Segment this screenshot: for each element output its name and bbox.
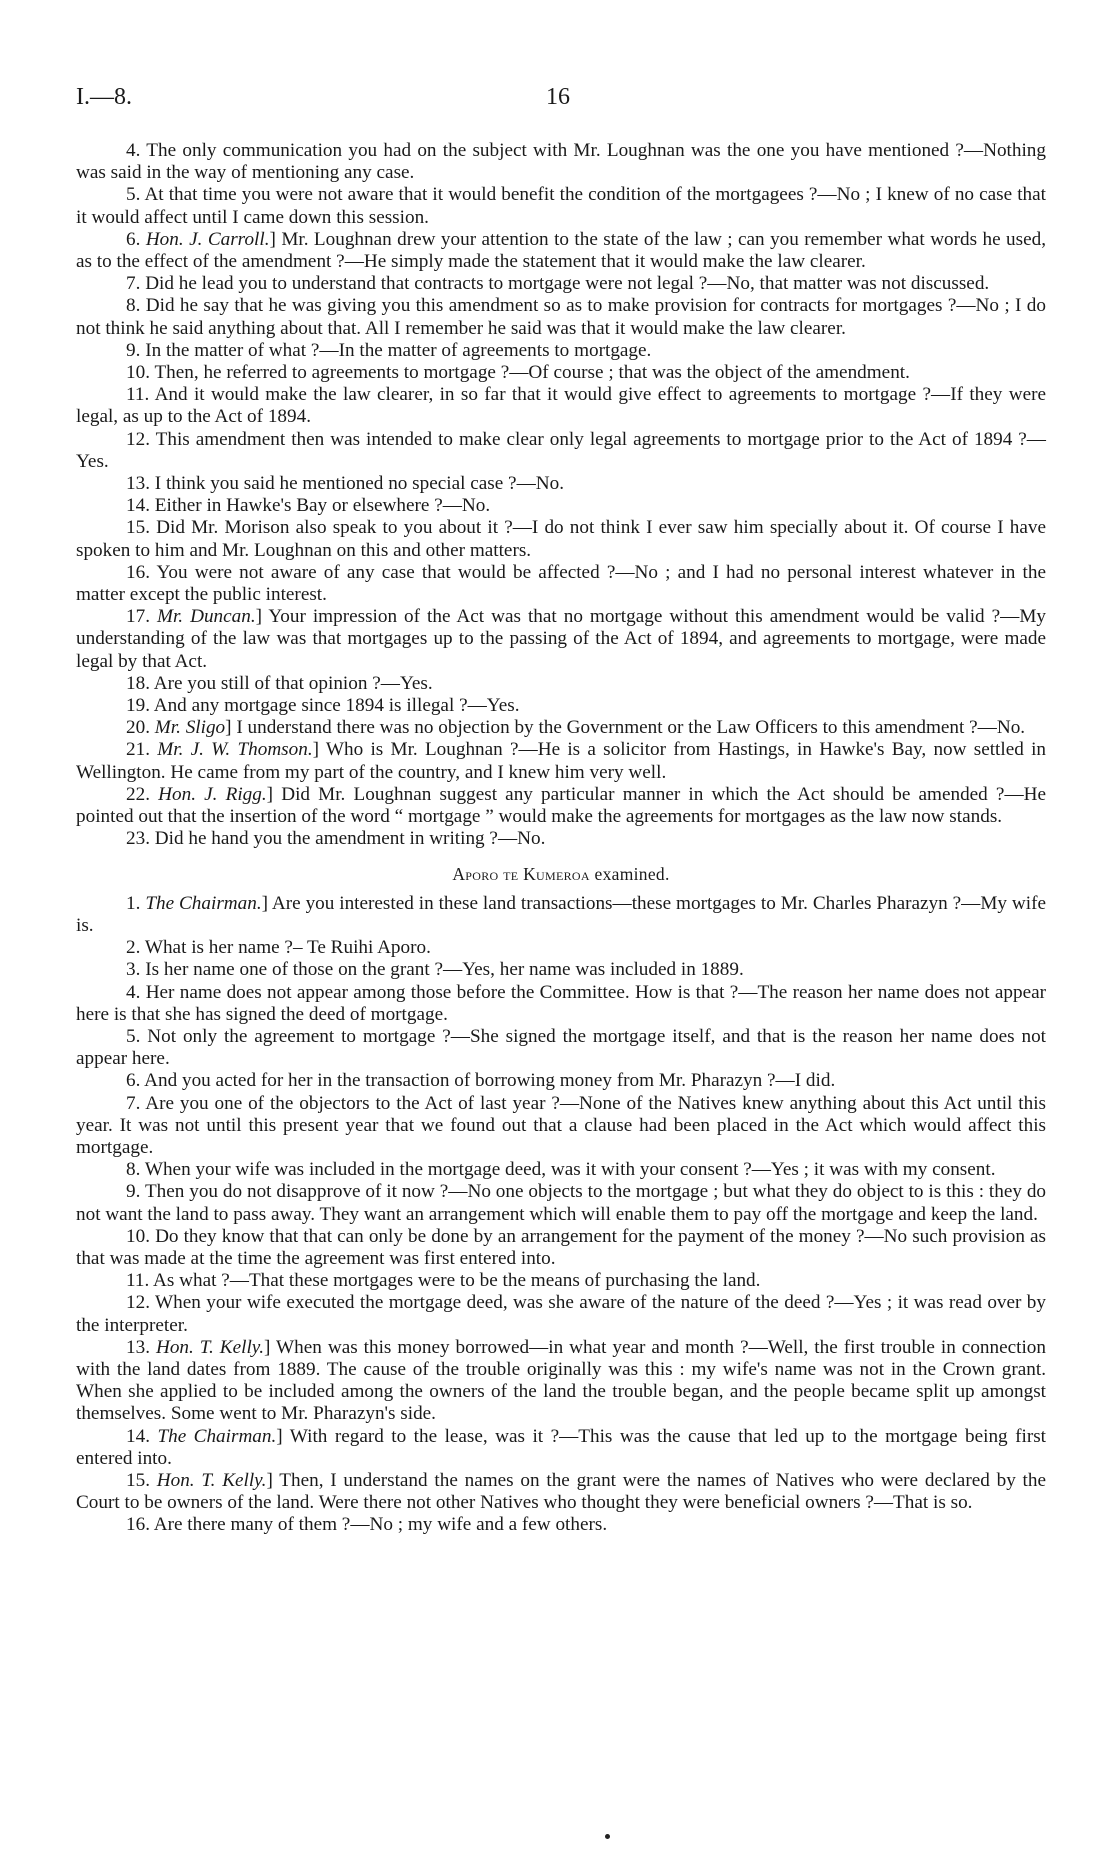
question-text: Are you interested in these land transactions—these mortgages to Mr. Charles Pharazyn ?—My wife is. [76, 892, 1047, 936]
question-text: At that time you were not aware that it would benefit the condition of the mortgagees ?—No ; I knew of no case that it would affect until I came down this session. [76, 184, 1046, 228]
question-paragraph [76, 140, 1046, 184]
question-number: 5. [126, 1025, 141, 1047]
speaker-name: Hon. T. Kelly. [156, 1469, 267, 1491]
question-number: 4. [126, 981, 141, 1003]
question-paragraph [76, 1159, 1046, 1181]
question-paragraph [76, 1270, 1046, 1292]
page-body [76, 140, 1046, 1537]
question-paragraph [76, 937, 1046, 959]
question-text: And any mortgage since 1894 is illegal ?—Yes. [153, 695, 520, 717]
question-number: 7. [126, 1092, 141, 1114]
question-text: Is her name one of those on the grant ?—Yes, her name was included in 1889. [145, 959, 744, 981]
question-number: 10. [126, 1225, 150, 1247]
question-paragraph [76, 184, 1046, 228]
witness-name: Aporo te Kumeroa [452, 863, 590, 884]
question-number: 3. [126, 959, 141, 981]
question-number: 1. [126, 892, 141, 914]
question-paragraph [76, 1181, 1046, 1225]
question-paragraph: 1. The Chairman.] Are you interested in these land transactions—these mortgages to Mr. Charles Pharazyn ?—My wife is. [76, 892, 1047, 936]
question-number: 22. [126, 783, 150, 805]
question-text: Do they know that that can only be done by an arrangement for the payment of the money ?—No such provision as that was made at the time the agreement was first entered into. [76, 1225, 1046, 1269]
question-paragraph [76, 828, 1046, 850]
question-paragraph [76, 1226, 1046, 1270]
evidence-section-second [76, 893, 1046, 1537]
question-text: The only communication you had on the subject with Mr. Loughnan was the one you have mentioned ?—Nothing was said in the way of mentioning any case. [76, 140, 1046, 184]
question-number: 12. [126, 1292, 150, 1314]
question-text: Did Mr. Morison also speak to you about it ?—I do not think I ever saw him specially about it. Of course I have spoken to him and Mr. Loughnan on this and other matters. [76, 517, 1046, 561]
question-number: 23. [126, 828, 150, 850]
question-paragraph [76, 340, 1046, 362]
question-text: As what ?—That these mortgages were to be the means of purchasing the land. [153, 1270, 761, 1292]
question-number: 2. [126, 937, 141, 959]
question-number: 9. [126, 339, 141, 361]
question-number: 20. [126, 717, 150, 739]
question-number: 4. [126, 140, 141, 161]
question-number: 14. [126, 495, 150, 517]
question-text: I think you said he mentioned no special case ?—No. [154, 473, 565, 495]
question-text: When your wife was included in the mortgage deed, was it with your consent ?—Yes ; it was with my consent. [144, 1159, 996, 1181]
question-text: What is her name ?– Te Ruihi Aporo. [144, 937, 431, 959]
question-paragraph [76, 384, 1046, 428]
question-text: Are you one of the objectors to the Act of last year ?—None of the Natives knew anything about this Act until this year. It was not until this present year that we found out that a clause had been placed in the Act which would affect this mortgage. [76, 1092, 1046, 1158]
question-text: Are there many of them ?—No ; my wife and a few others. [153, 1514, 608, 1536]
page-header [76, 84, 1046, 114]
question-number: 21. [126, 739, 150, 761]
question-text: With regard to the lease, was it ?—This was the cause that led up to the mortgage being first entered into. [76, 1425, 1047, 1469]
question-text: Mr. Loughnan drew your attention to the state of the law ; can you remember what words he used, as to the effect of the amendment ?—He simply made the statement that it would make the law clearer. [76, 228, 1047, 273]
question-paragraph: 20. Mr. Sligo] I understand there was no objection by the Government or the Law Officers to this amendment ?—No. [126, 717, 1026, 739]
question-number: 13. [126, 473, 150, 495]
question-number: 11. [126, 1270, 150, 1292]
question-number: 8. [126, 295, 141, 317]
page-mark [605, 1834, 610, 1839]
question-text: You were not aware of any case that would be affected ?—No ; and I had no personal interest whatever in the matter except the public interest. [76, 561, 1046, 606]
question-paragraph [76, 673, 1046, 695]
question-paragraph: 15. Hon. T. Kelly.] Then, I understand the names on the grant were the names of Natives who were declared by the Court to be owners of the land. Were there not other Natives who thought they were beneficial owners ?—That is so. [76, 1469, 1047, 1514]
question-paragraph [76, 1292, 1046, 1336]
question-paragraph [76, 1026, 1046, 1070]
question-text: Then you do not disapprove of it now ?—No one objects to the mortgage ; but what they do object to is this : they do not want the land to pass away. They want an arrangement which will enable them to pay off the mortgage and keep the land. [76, 1181, 1047, 1225]
paper-reference: I.—8. [76, 84, 132, 110]
question-paragraph: 22. Hon. J. Rigg.] Did Mr. Loughnan suggest any particular manner in which the Act should be amended ?—He pointed out that the insertion of the word “ mortgage ” would make the agreements for mortgages as the law now stands. [76, 783, 1047, 828]
evidence-section-first [76, 140, 1046, 851]
question-paragraph: 13. Hon. T. Kelly.] When was this money borrowed—in what year and month ?—Well, the first trouble in connection with the land dates from 1889. The cause of the trouble originally was this : my wife's name was not in the Crown grant. When she applied to be included among the owners of the land the trouble began, and the people became split up amongst themselves. Some went to Mr. Pharazyn's side. [76, 1336, 1046, 1425]
witness-suffix: examined. [594, 863, 670, 884]
question-paragraph [76, 473, 1046, 495]
question-paragraph [76, 273, 1046, 295]
question-text: And it would make the law clearer, in so far that it would give effect to agreements to mortgage ?—If they were legal, as up to the Act of 1894. [76, 384, 1046, 428]
page-number: 16 [546, 84, 570, 110]
question-paragraph [76, 495, 1046, 517]
question-text: Did he hand you the amendment in writing ?—No. [154, 828, 546, 850]
speaker-name: Hon. J. Carroll. [145, 228, 270, 250]
question-paragraph: 6. Hon. J. Carroll.] Mr. Loughnan drew your attention to the state of the law ; can you remember what words he used, as to the effect of the amendment ?—He simply made the statement that it would make the law clearer. [76, 228, 1047, 273]
question-paragraph: 14. The Chairman.] With regard to the lease, was it ?—This was the cause that led up to the mortgage being first entered into. [76, 1425, 1047, 1469]
question-number: 18. [126, 672, 150, 694]
question-text: Her name does not appear among those before the Committee. How is that ?—The reason her name does not appear here is that she has signed the deed of mortgage. [76, 981, 1046, 1025]
question-number: 10. [126, 362, 150, 384]
question-paragraph [76, 429, 1046, 473]
question-paragraph [76, 517, 1046, 561]
question-text: This amendment then was intended to make clear only legal agreements to mortgage prior to the Act of 1894 ?—Yes. [76, 428, 1046, 472]
question-text: Your impression of the Act was that no mortgage without this amendment would be valid ?—My understanding of the law was that mortgages up to the passing of the Act of 1894, and agreements to mortgage, were made legal by that Act. [76, 606, 1047, 672]
question-paragraph: 21. Mr. J. W. Thomson.] Who is Mr. Loughnan ?—He is a solicitor from Hastings, in Hawke's Bay, now settled in Wellington. He came from my part of the country, and I knew him very well. [76, 739, 1047, 783]
question-paragraph [76, 982, 1046, 1026]
question-text: Did he lead you to understand that contracts to mortgage were not legal ?—No, that matter was not discussed. [145, 273, 990, 295]
question-number: 9. [126, 1181, 141, 1203]
question-paragraph [76, 562, 1046, 606]
question-number: 16. [126, 1514, 150, 1536]
question-paragraph [76, 695, 1046, 717]
question-number: 5. [126, 184, 141, 206]
question-text: Did Mr. Loughnan suggest any particular manner in which the Act should be amended ?—He pointed out that the insertion of the word “ mortgage ” would make the agreements for mortgages as the law now stands. [76, 783, 1047, 828]
question-text: When your wife executed the mortgage deed, was she aware of the nature of the deed ?—Yes ; it was read over by the interpreter. [76, 1292, 1046, 1336]
question-text: Who is Mr. Loughnan ?—He is a solicitor from Hastings, in Hawke's Bay, now settled in Wellington. He came from my part of the country, and I knew him very well. [76, 739, 1047, 783]
question-paragraph [76, 959, 1046, 981]
question-number: 15. [126, 517, 150, 539]
question-paragraph [76, 362, 1046, 384]
question-text: When was this money borrowed—in what year and month ?—Well, the first trouble in connection with the land dates from 1889. The cause of the trouble originally was this : my wife's name was not in the Crown grant. When she applied to be included among the owners of the land the trouble began, and the people became split up amongst themselves. Some went to Mr. Pharazyn's side. [76, 1336, 1046, 1425]
witness-heading [76, 863, 1046, 885]
question-paragraph [76, 1093, 1046, 1160]
question-text: In the matter of what ?—In the matter of agreements to mortgage. [145, 339, 652, 361]
question-number: 12. [126, 428, 150, 450]
speaker-name: The Chairman. [157, 1425, 277, 1447]
question-number: 7. [126, 273, 141, 295]
question-number: 16. [126, 561, 150, 583]
question-number: 6. [126, 228, 141, 250]
question-number: 17. [126, 606, 150, 628]
question-number: 6. [126, 1070, 141, 1092]
speaker-name: Hon. T. Kelly. [155, 1336, 265, 1358]
question-text: And you acted for her in the transaction of borrowing money from Mr. Pharazyn ?—I did. [144, 1070, 836, 1092]
speaker-name: Mr. Sligo [154, 717, 226, 739]
question-number: 19. [126, 695, 150, 717]
question-number: 11. [126, 384, 150, 406]
question-paragraph: 17. Mr. Duncan.] Your impression of the Act was that no mortgage without this amendment would be valid ?—My understanding of the law was that mortgages up to the passing of the Act of 1894, and agreements to mortgage, were made legal by that Act. [76, 606, 1047, 672]
speaker-name: Mr. Duncan. [156, 606, 256, 628]
question-paragraph [76, 1070, 1046, 1092]
question-text: Are you still of that opinion ?—Yes. [153, 672, 433, 694]
question-paragraph [76, 1514, 1046, 1536]
question-number: 8. [126, 1159, 141, 1181]
speaker-name: The Chairman. [145, 892, 262, 914]
question-number: 13. [126, 1336, 150, 1358]
question-text: Either in Hawke's Bay or elsewhere ?—No. [154, 495, 491, 517]
question-number: 15. [126, 1469, 150, 1491]
question-text: Not only the agreement to mortgage ?—She signed the mortgage itself, and that is the reason her name does not appear here. [76, 1025, 1046, 1070]
question-number: 14. [126, 1425, 150, 1447]
question-text: Then, I understand the names on the grant were the names of Natives who were declared by the Court to be owners of the land. Were there not other Natives who thought they were beneficial owners ?—That is so. [76, 1469, 1047, 1514]
speaker-name: Hon. J. Rigg. [158, 783, 267, 805]
speaker-name: Mr. J. W. Thomson. [157, 739, 313, 761]
question-text: Did he say that he was giving you this amendment so as to make provision for contracts for mortgages ?—No ; I do not think he said anything about that. All I remember he said was that it would make the law clearer. [76, 295, 1046, 339]
question-text: Then, he referred to agreements to mortgage ?—Of course ; that was the object of the amendment. [154, 362, 910, 384]
question-paragraph [76, 295, 1046, 339]
question-text: I understand there was no objection by the Government or the Law Officers to this amendment ?—No. [236, 717, 1026, 739]
